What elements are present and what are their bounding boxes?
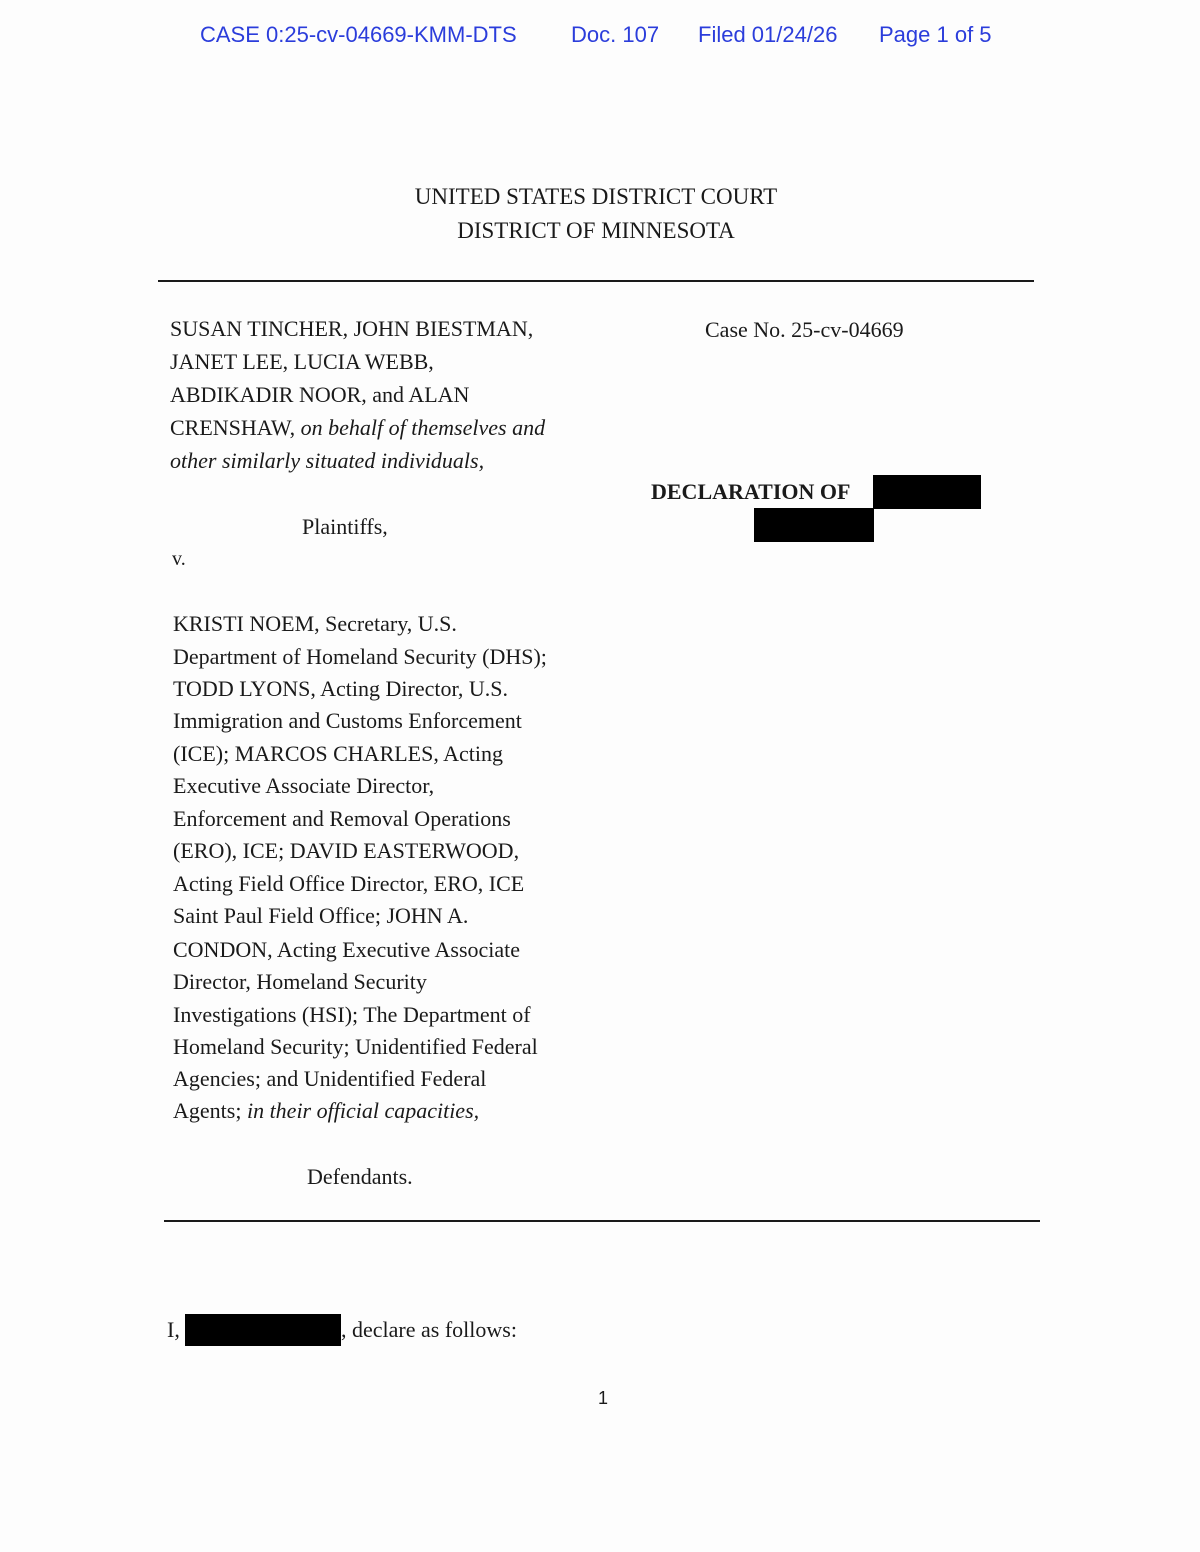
defendants-line: Agents; in their official capacities, bbox=[173, 1098, 480, 1123]
defendants-line: Immigration and Customs Enforcement bbox=[173, 708, 522, 733]
defendants-line: (ERO), ICE; DAVID EASTERWOOD, bbox=[173, 838, 520, 863]
defendants-line: Executive Associate Director, bbox=[173, 773, 435, 798]
defendants-line: Enforcement and Removal Operations bbox=[173, 806, 511, 831]
plaintiffs-line: SUSAN TINCHER, JOHN BIESTMAN, bbox=[170, 316, 534, 341]
plaintiffs-line: CRENSHAW, on behalf of themselves and bbox=[170, 415, 546, 440]
defendants-line: Homeland Security; Unidentified Federal bbox=[173, 1034, 538, 1059]
redaction-block bbox=[185, 1314, 341, 1346]
case-number: Case No. 25-cv-04669 bbox=[705, 317, 904, 342]
redaction-block bbox=[873, 475, 981, 509]
plaintiffs-line: JANET LEE, LUCIA WEBB, bbox=[170, 349, 434, 374]
plaintiffs-line: other similarly situated individuals, bbox=[170, 448, 485, 473]
stamp-case-number: CASE 0:25-cv-04669-KMM-DTS bbox=[200, 22, 517, 47]
defendants-role: Defendants. bbox=[307, 1164, 413, 1189]
caption-bottom-rule bbox=[164, 1220, 1040, 1222]
defendants-line: Agencies; and Unidentified Federal bbox=[173, 1066, 487, 1091]
filing-stamp bbox=[0, 22, 1200, 52]
defendants-line: Director, Homeland Security bbox=[173, 969, 427, 994]
declare-prefix: I, bbox=[167, 1317, 180, 1342]
caption-top-rule bbox=[158, 280, 1034, 282]
declaration-title: DECLARATION OF bbox=[651, 479, 851, 504]
stamp-filed-date: Filed 01/24/26 bbox=[698, 22, 838, 47]
defendants-line: Department of Homeland Security (DHS); bbox=[173, 644, 547, 669]
court-name: UNITED STATES DISTRICT COURT bbox=[414, 184, 778, 209]
court-district: DISTRICT OF MINNESOTA bbox=[457, 218, 735, 243]
plaintiffs-role: Plaintiffs, bbox=[302, 514, 388, 539]
defendants-line: CONDON, Acting Executive Associate bbox=[173, 937, 521, 962]
defendants-line: KRISTI NOEM, Secretary, U.S. bbox=[173, 611, 457, 636]
defendants-line: Acting Field Office Director, ERO, ICE bbox=[173, 871, 525, 896]
declare-suffix: , declare as follows: bbox=[341, 1317, 517, 1342]
stamp-doc-number: Doc. 107 bbox=[571, 22, 660, 47]
defendants-line: Investigations (HSI); The Department of bbox=[173, 1002, 531, 1027]
stamp-page-count: Page 1 of 5 bbox=[879, 22, 992, 47]
plaintiffs-line: ABDIKADIR NOOR, and ALAN bbox=[170, 382, 470, 407]
defendants-line: TODD LYONS, Acting Director, U.S. bbox=[173, 676, 509, 701]
defendants-line: (ICE); MARCOS CHARLES, Acting bbox=[173, 741, 504, 766]
defendants-line: Saint Paul Field Office; JOHN A. bbox=[173, 903, 469, 928]
versus: v. bbox=[172, 548, 186, 570]
redaction-block bbox=[754, 508, 874, 542]
page-number: 1 bbox=[598, 1388, 609, 1408]
